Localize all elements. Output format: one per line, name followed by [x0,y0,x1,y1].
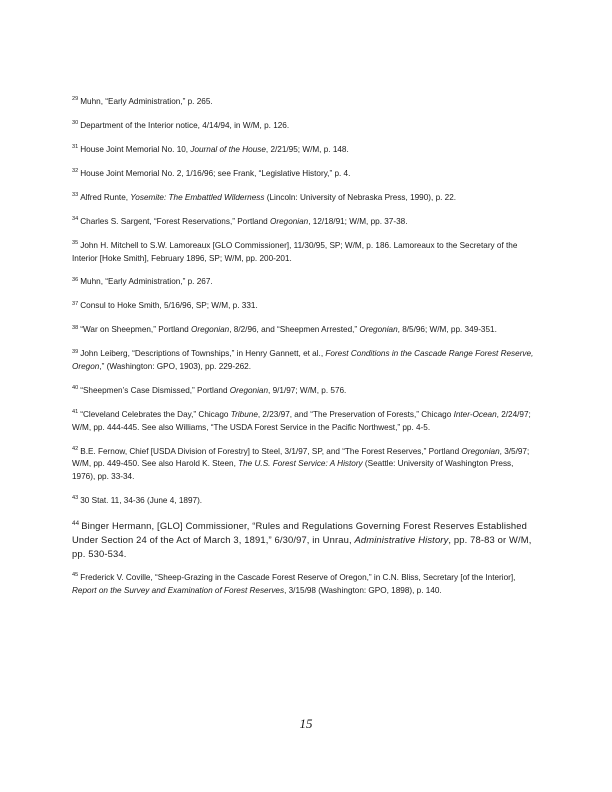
footnote-text: , pp. 78-83 or W/M, pp. 530-534. [72,533,532,559]
footnote [72,144,534,157]
footnote-title-italic: Administrative History [354,533,449,545]
footnote-text: 30 Stat. 11, 34-36 (June 4, 1897). [80,495,203,505]
footnote [72,572,534,597]
footnotes-list [72,96,534,609]
footnote-number: 35 [72,240,79,247]
footnote-text: John Leiberg, “Descriptions of Townships,” in Henry Gannett, et al., [80,349,326,359]
footnote [72,300,534,313]
footnote-number: 34 [72,216,79,223]
footnote-text: , 3/15/98 (Washington: GPO, 1898), p. 140. [284,585,442,595]
footnote-number: 44 [72,519,80,527]
footnote [72,519,534,561]
footnote-text: Alfred Runte, [80,192,131,202]
footnote-text: Charles S. Sargent, “Forest Reservations,” Portland [80,216,270,226]
footnote-text: “Cleveland Celebrates the Day,” Chicago [80,410,231,419]
footnote-title-italic: Oregonian [229,386,269,396]
footnote-title-italic: Report on the Survey and Examination of Forest Reserves [72,585,285,595]
footnote-text: , 8/5/96; W/M, pp. 349-351. [397,325,497,335]
footnote-title-italic: Yosemite: The Embattled Wilderness [130,192,265,202]
footnote-title-italic: Journal of the House [190,144,266,154]
footnote-number: 39 [72,348,79,355]
footnote [72,348,534,373]
footnote-number: 37 [72,300,79,307]
footnote-text: “War on Sheepmen,” Portland [80,325,191,335]
footnote-number: 36 [72,276,79,283]
footnote-text: , 2/24/97; W/M, pp. 444-445. See also Williams, “The USDA Forest Service in the Pacific Northwest,” pp. 4-5. [72,410,531,432]
footnote [72,385,534,398]
footnote-title-italic: Forest Conditions in the Cascade Range Forest Reserve, Oregon [72,349,534,372]
footnote [72,96,534,109]
footnote-number: 42 [72,445,79,452]
footnote-title-italic: The U.S. Forest Service: A History [238,459,363,469]
page-number: 15 [299,716,313,731]
footnote-title-italic: Inter-Ocean [453,410,497,419]
footnote-number: 40 [72,385,79,392]
footnote-text: (Seattle: University of Washington Press, 1976), pp. 33-34. [72,459,514,481]
footnote-title-italic: Tribune [230,410,258,419]
footnote-number: 45 [72,572,79,579]
footnote-text: , 12/18/91; W/M, pp. 37-38. [308,216,408,226]
footnote-number: 31 [72,144,79,151]
footnote-title-italic: Oregonian [359,325,398,335]
footnote-number: 41 [72,409,79,416]
footnote-text: , 2/21/95; W/M, p. 148. [265,144,349,154]
footnote-text: Binger Hermann, [GLO] Commissioner, “Rules and Regulations Governing Forest Reserves Established Under Section 24 of the Act of March 3, 1891,” 6/30/97, in Unrau, [72,519,528,545]
footnote-text: , 9/1/97; W/M, p. 576. [268,386,347,396]
footnote-title-italic: Oregonian [270,216,309,226]
footnote [72,495,534,508]
footnote [72,324,534,337]
footnote-number: 43 [72,495,79,502]
footnote-number: 33 [72,192,79,199]
footnote-title-italic: Oregonian [461,446,500,456]
footnote [72,240,534,265]
footnote [72,168,534,181]
footnote-text: Frederick V. Coville, “Sheep-Grazing in the Cascade Forest Reserve of Oregon,” in C.N. Bliss, Secretary [of the Interior], [80,573,516,583]
footnote-text: , 2/23/97, and “The Preservation of Forests,” Chicago [257,410,454,419]
footnote-text: , 3/5/97; W/M, pp. 449-450. See also Harold K. Steen, [72,446,530,469]
footnote [72,120,534,133]
footnote [72,192,534,205]
footnote [72,409,534,434]
footnote-text: B.E. Fernow, Chief [USDA Division of Forestry] to Steel, 3/1/97, SP, and “The Forest Reserves,” Portland [80,446,462,456]
footnote-text: House Joint Memorial No. 2, 1/16/96; see Frank, “Legislative History,” p. 4. [80,168,351,178]
footnote-text: “Sheepmen’s Case Dismissed,” Portland [80,386,230,396]
footnote-number: 32 [72,168,79,175]
footnote [72,446,534,484]
footnote-text: ,” (Washington: GPO, 1903), pp. 229-262. [99,362,252,372]
footnote-number: 29 [72,96,79,103]
footnote-text: House Joint Memorial No. 10, [80,144,191,154]
footnote-number: 38 [72,324,79,331]
footnote [72,216,534,229]
footnote [72,276,534,289]
footnote-text: , 8/2/96, and “Sheepmen Arrested,” [229,325,360,335]
footnote-text: Department of the Interior notice, 4/14/94, in W/M, p. 126. [80,120,290,130]
footnote-text: (Lincoln: University of Nebraska Press, 1990), p. 22. [264,192,457,202]
footnote-text: John H. Mitchell to S.W. Lamoreaux [GLO Commissioner], 11/30/95, SP; W/M, p. 186. Lamoreaux to the Secretary of the Interior [Hoke Smith], February 1896, SP; W/M, pp. 200-201. [72,240,518,263]
footnote-text: Muhn, “Early Administration,” p. 265. [80,97,213,106]
footnote-title-italic: Oregonian [190,325,230,335]
footnote-text: Consul to Hoke Smith, 5/16/96, SP; W/M, p. 331. [80,301,258,311]
footnote-text: Muhn, “Early Administration,” p. 267. [80,277,213,287]
footnote-number: 30 [72,120,79,127]
